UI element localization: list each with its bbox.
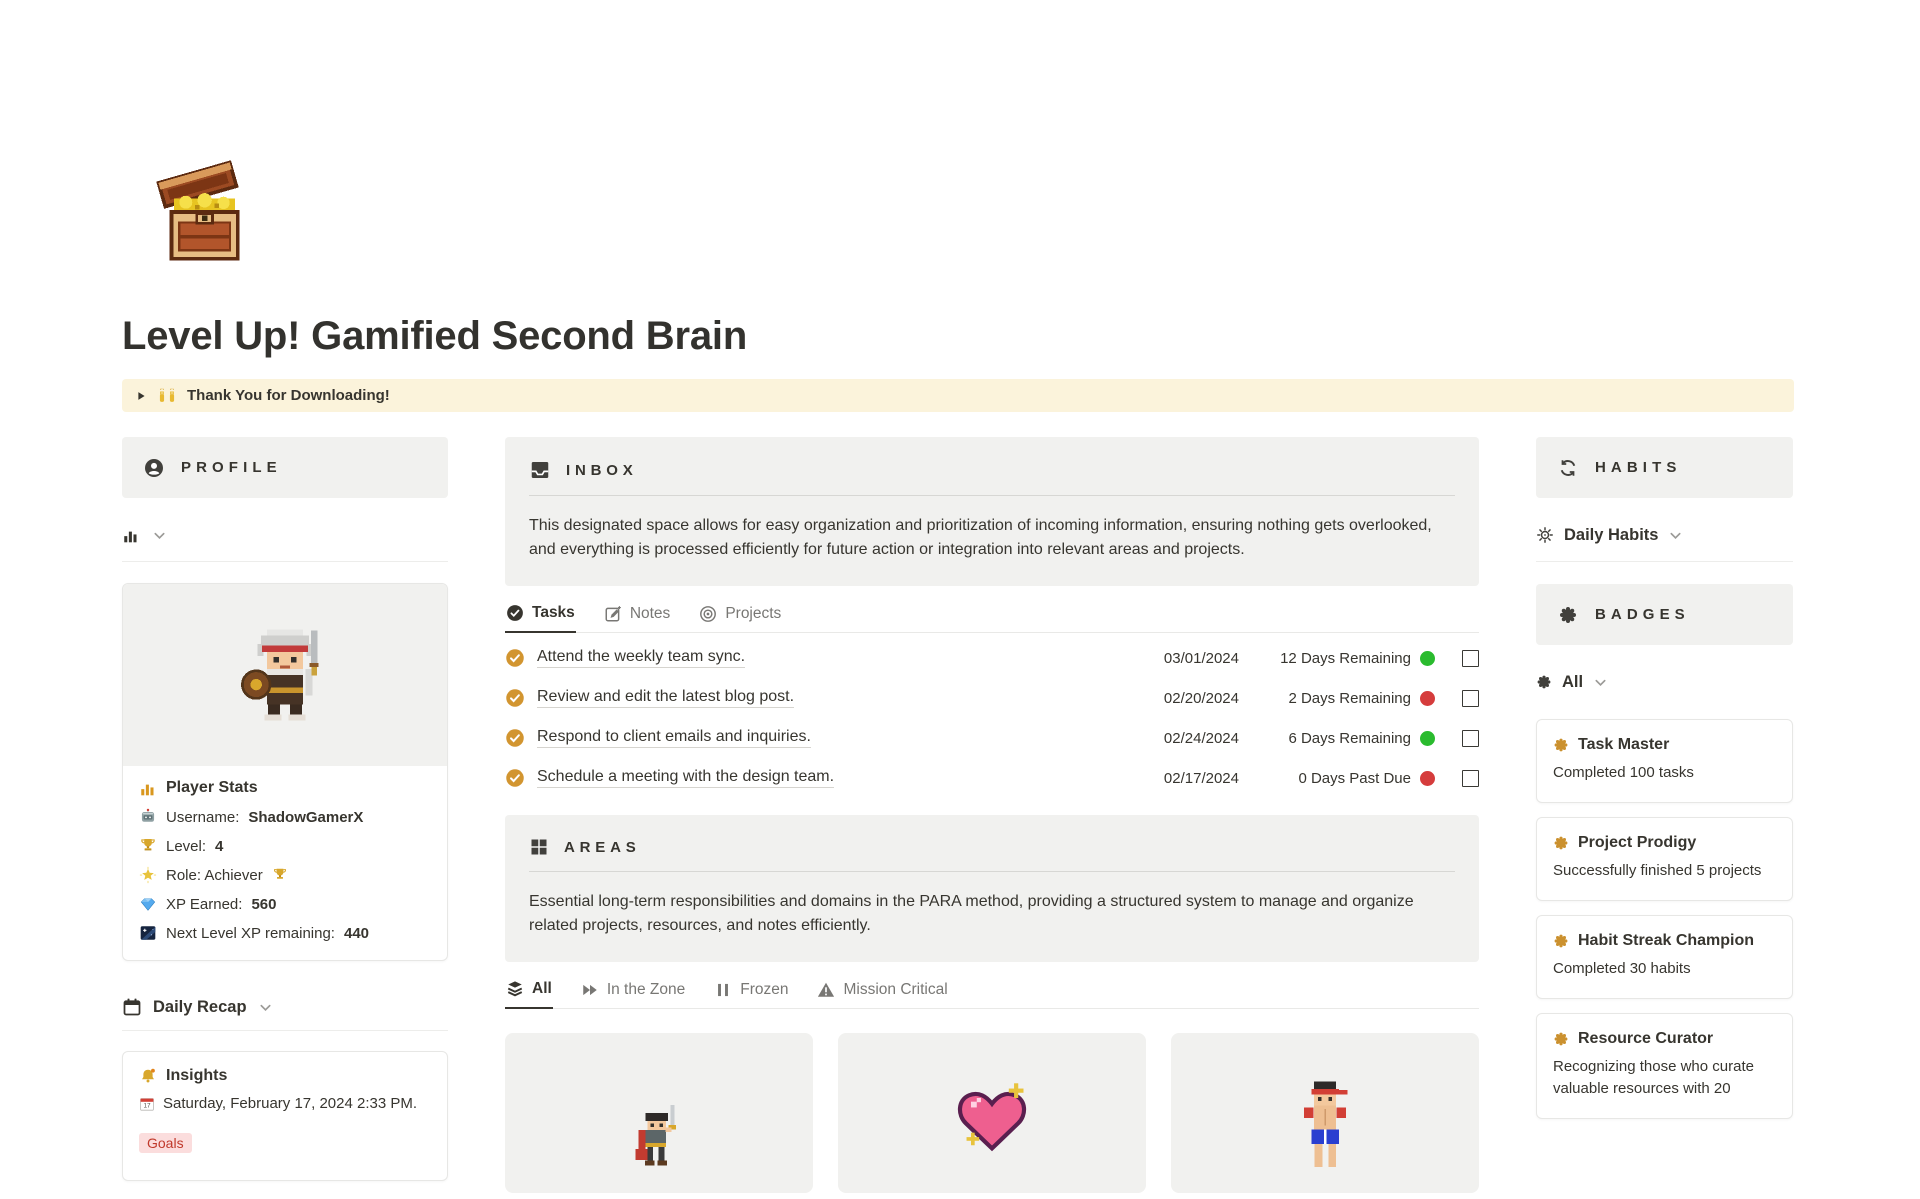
status-dot-green — [1420, 651, 1435, 666]
tab-tasks[interactable]: Tasks — [505, 599, 576, 633]
toggle-triangle-icon[interactable] — [135, 390, 147, 402]
task-date: 02/24/2024 — [1163, 729, 1239, 747]
tab-frozen[interactable]: Frozen — [713, 975, 789, 1008]
grid-icon — [529, 837, 549, 857]
badge-card[interactable] — [1536, 719, 1793, 803]
badges-all-label: All — [1562, 672, 1584, 691]
status-dot-red — [1420, 771, 1435, 786]
badge-title: Resource Curator — [1578, 1030, 1714, 1047]
sun-icon — [1536, 526, 1554, 544]
inbox-icon — [529, 459, 551, 481]
treasure-chest-icon[interactable] — [152, 160, 256, 264]
areas-header-label: AREAS — [564, 838, 641, 856]
pause-icon — [714, 981, 732, 999]
gold-seal-icon — [1553, 737, 1569, 753]
badge-title: Project Prodigy — [1578, 834, 1697, 851]
daily-recap-label: Daily Recap — [153, 997, 247, 1016]
badge-card[interactable] — [1536, 817, 1793, 901]
page-title: Level Up! Gamified Second Brain — [122, 314, 748, 358]
gold-seal-icon — [1553, 1031, 1569, 1047]
habits-badges-column — [1536, 437, 1793, 1119]
area-card[interactable] — [838, 1033, 1146, 1193]
calendar-icon — [122, 997, 142, 1017]
svg-text:17: 17 — [143, 1102, 151, 1110]
task-checkbox[interactable] — [1462, 650, 1479, 667]
callout-label: Thank You for Downloading! — [187, 387, 390, 404]
thank-you-callout[interactable] — [122, 379, 1794, 412]
badge-title: Habit Streak Champion — [1578, 932, 1755, 949]
badges-header-label: BADGES — [1595, 606, 1690, 623]
chevron-down-icon — [1668, 528, 1683, 543]
chevron-down-icon — [258, 1000, 273, 1015]
player-stats-block — [123, 766, 447, 960]
task-date: 02/17/2024 — [1163, 769, 1239, 787]
areas-callout — [505, 815, 1479, 962]
tab-mission-critical[interactable]: Mission Critical — [816, 975, 948, 1008]
pixel-heart-art — [950, 1077, 1034, 1161]
status-dot-red — [1420, 691, 1435, 706]
gold-seal-icon — [1553, 835, 1569, 851]
divider — [122, 561, 448, 562]
pixel-knight-avatar — [237, 627, 333, 723]
task-title-link[interactable]: Review and edit the latest blog post. — [537, 688, 794, 708]
task-date: 03/01/2024 — [1163, 649, 1239, 667]
areas-tabs — [505, 975, 1479, 1009]
daily-habits-view[interactable] — [1536, 522, 1793, 548]
badge-card[interactable] — [1536, 915, 1793, 999]
pencil-square-icon — [604, 605, 622, 623]
glowing-star-icon — [139, 866, 157, 884]
task-checkbox[interactable] — [1462, 690, 1479, 707]
refresh-icon — [1558, 458, 1578, 478]
insights-date: Saturday, February 17, 2024 2:33 PM. — [163, 1095, 418, 1112]
badge-title: Task Master — [1578, 736, 1670, 753]
daily-habits-label: Daily Habits — [1564, 525, 1659, 544]
date-calendar-icon — [139, 1096, 155, 1112]
task-row — [505, 638, 1479, 678]
orange-check-icon — [505, 768, 525, 788]
badge-description: Recognizing those who curate valuable resources with 20 — [1553, 1058, 1754, 1097]
task-date: 02/20/2024 — [1163, 689, 1239, 707]
check-circle-icon — [506, 604, 524, 622]
fast-forward-icon — [581, 981, 599, 999]
habits-section-header — [1536, 437, 1793, 498]
profile-view-selector[interactable] — [122, 522, 448, 548]
badge-description: Completed 30 habits — [1553, 960, 1691, 977]
player-stats-title: Player Stats — [166, 779, 258, 796]
badge-description: Successfully finished 5 projects — [1553, 862, 1762, 879]
stat-username: Username: ShadowGamerX — [139, 808, 431, 826]
gem-icon — [139, 895, 157, 913]
task-title-link[interactable]: Attend the weekly team sync. — [537, 648, 745, 668]
inbox-callout — [505, 437, 1479, 586]
tab-notes[interactable]: Notes — [603, 599, 672, 632]
task-list — [505, 638, 1479, 798]
badge-description: Completed 100 tasks — [1553, 764, 1694, 781]
orange-check-icon — [505, 688, 525, 708]
task-row — [505, 758, 1479, 798]
divider — [529, 871, 1455, 872]
pixel-boxer-art — [1292, 1067, 1358, 1193]
stat-role: Role: Achiever — [139, 866, 431, 884]
goals-tag[interactable]: Goals — [139, 1133, 192, 1153]
profile-section-header — [122, 437, 448, 498]
badge-seal-icon — [1536, 674, 1552, 690]
inbox-tabs — [505, 599, 1479, 633]
insights-card[interactable] — [122, 1051, 448, 1181]
layers-icon — [506, 980, 524, 998]
habits-header-label: HABITS — [1595, 459, 1682, 476]
badge-seal-icon — [1558, 605, 1578, 625]
daily-recap-toggle[interactable] — [122, 997, 448, 1017]
robot-icon — [139, 808, 157, 826]
profile-column — [122, 437, 448, 1181]
tab-projects[interactable]: Projects — [698, 599, 782, 632]
task-checkbox[interactable] — [1462, 730, 1479, 747]
orange-bar-chart-icon — [139, 779, 157, 797]
divider — [529, 495, 1455, 496]
chevron-down-icon — [1593, 675, 1608, 690]
person-icon — [144, 458, 164, 478]
chevron-down-icon — [152, 528, 167, 543]
task-status: 2 Days Remaining — [1288, 689, 1411, 707]
task-status: 6 Days Remaining — [1288, 729, 1411, 747]
inbox-column — [505, 437, 1479, 1193]
pixel-hero-art — [623, 1089, 695, 1193]
target-icon — [699, 605, 717, 623]
task-status: 0 Days Past Due — [1298, 769, 1411, 787]
task-row — [505, 718, 1479, 758]
task-status: 12 Days Remaining — [1280, 649, 1411, 667]
status-dot-green — [1420, 731, 1435, 746]
badge-card[interactable] — [1536, 1013, 1793, 1119]
badges-all-view[interactable] — [1536, 669, 1793, 695]
stat-xp: XP Earned: 560 — [139, 895, 431, 913]
divider — [1536, 561, 1793, 562]
raised-hands-icon — [158, 387, 176, 405]
orange-check-icon — [505, 728, 525, 748]
orange-check-icon — [505, 648, 525, 668]
insights-title: Insights — [166, 1067, 228, 1084]
badges-section-header — [1536, 584, 1793, 645]
trophy-icon — [272, 867, 288, 883]
divider — [122, 1030, 448, 1031]
player-card[interactable] — [122, 583, 448, 961]
area-card[interactable] — [505, 1033, 813, 1193]
trophy-icon — [139, 837, 157, 855]
player-avatar — [123, 584, 447, 766]
stat-next-level: Next Level XP remaining: 440 — [139, 924, 431, 942]
warning-icon — [817, 981, 835, 999]
areas-gallery — [505, 1033, 1479, 1193]
task-title-link[interactable]: Respond to client emails and inquiries. — [537, 728, 811, 748]
tab-in-the-zone[interactable]: In the Zone — [580, 975, 686, 1008]
area-card[interactable] — [1171, 1033, 1479, 1193]
bar-chart-icon — [122, 526, 140, 544]
bell-icon — [139, 1067, 157, 1085]
inbox-header-label: INBOX — [566, 461, 638, 479]
profile-header-label: PROFILE — [181, 459, 282, 476]
task-checkbox[interactable] — [1462, 770, 1479, 787]
tab-all[interactable]: All — [505, 975, 553, 1009]
night-icon — [139, 924, 157, 942]
gold-seal-icon — [1553, 933, 1569, 949]
inbox-description: This designated space allows for easy organization and prioritization of incoming information, ensuring nothing gets overlooked, and everything is processed efficiently for future action or integration into relevant areas and projects. — [529, 517, 1432, 558]
task-row — [505, 678, 1479, 718]
stat-level: Level: 4 — [139, 837, 431, 855]
areas-description: Essential long-term responsibilities and domains in the PARA method, providing a structured system to manage and organize related projects, resources, and notes efficiently. — [529, 893, 1414, 934]
task-title-link[interactable]: Schedule a meeting with the design team. — [537, 768, 834, 788]
